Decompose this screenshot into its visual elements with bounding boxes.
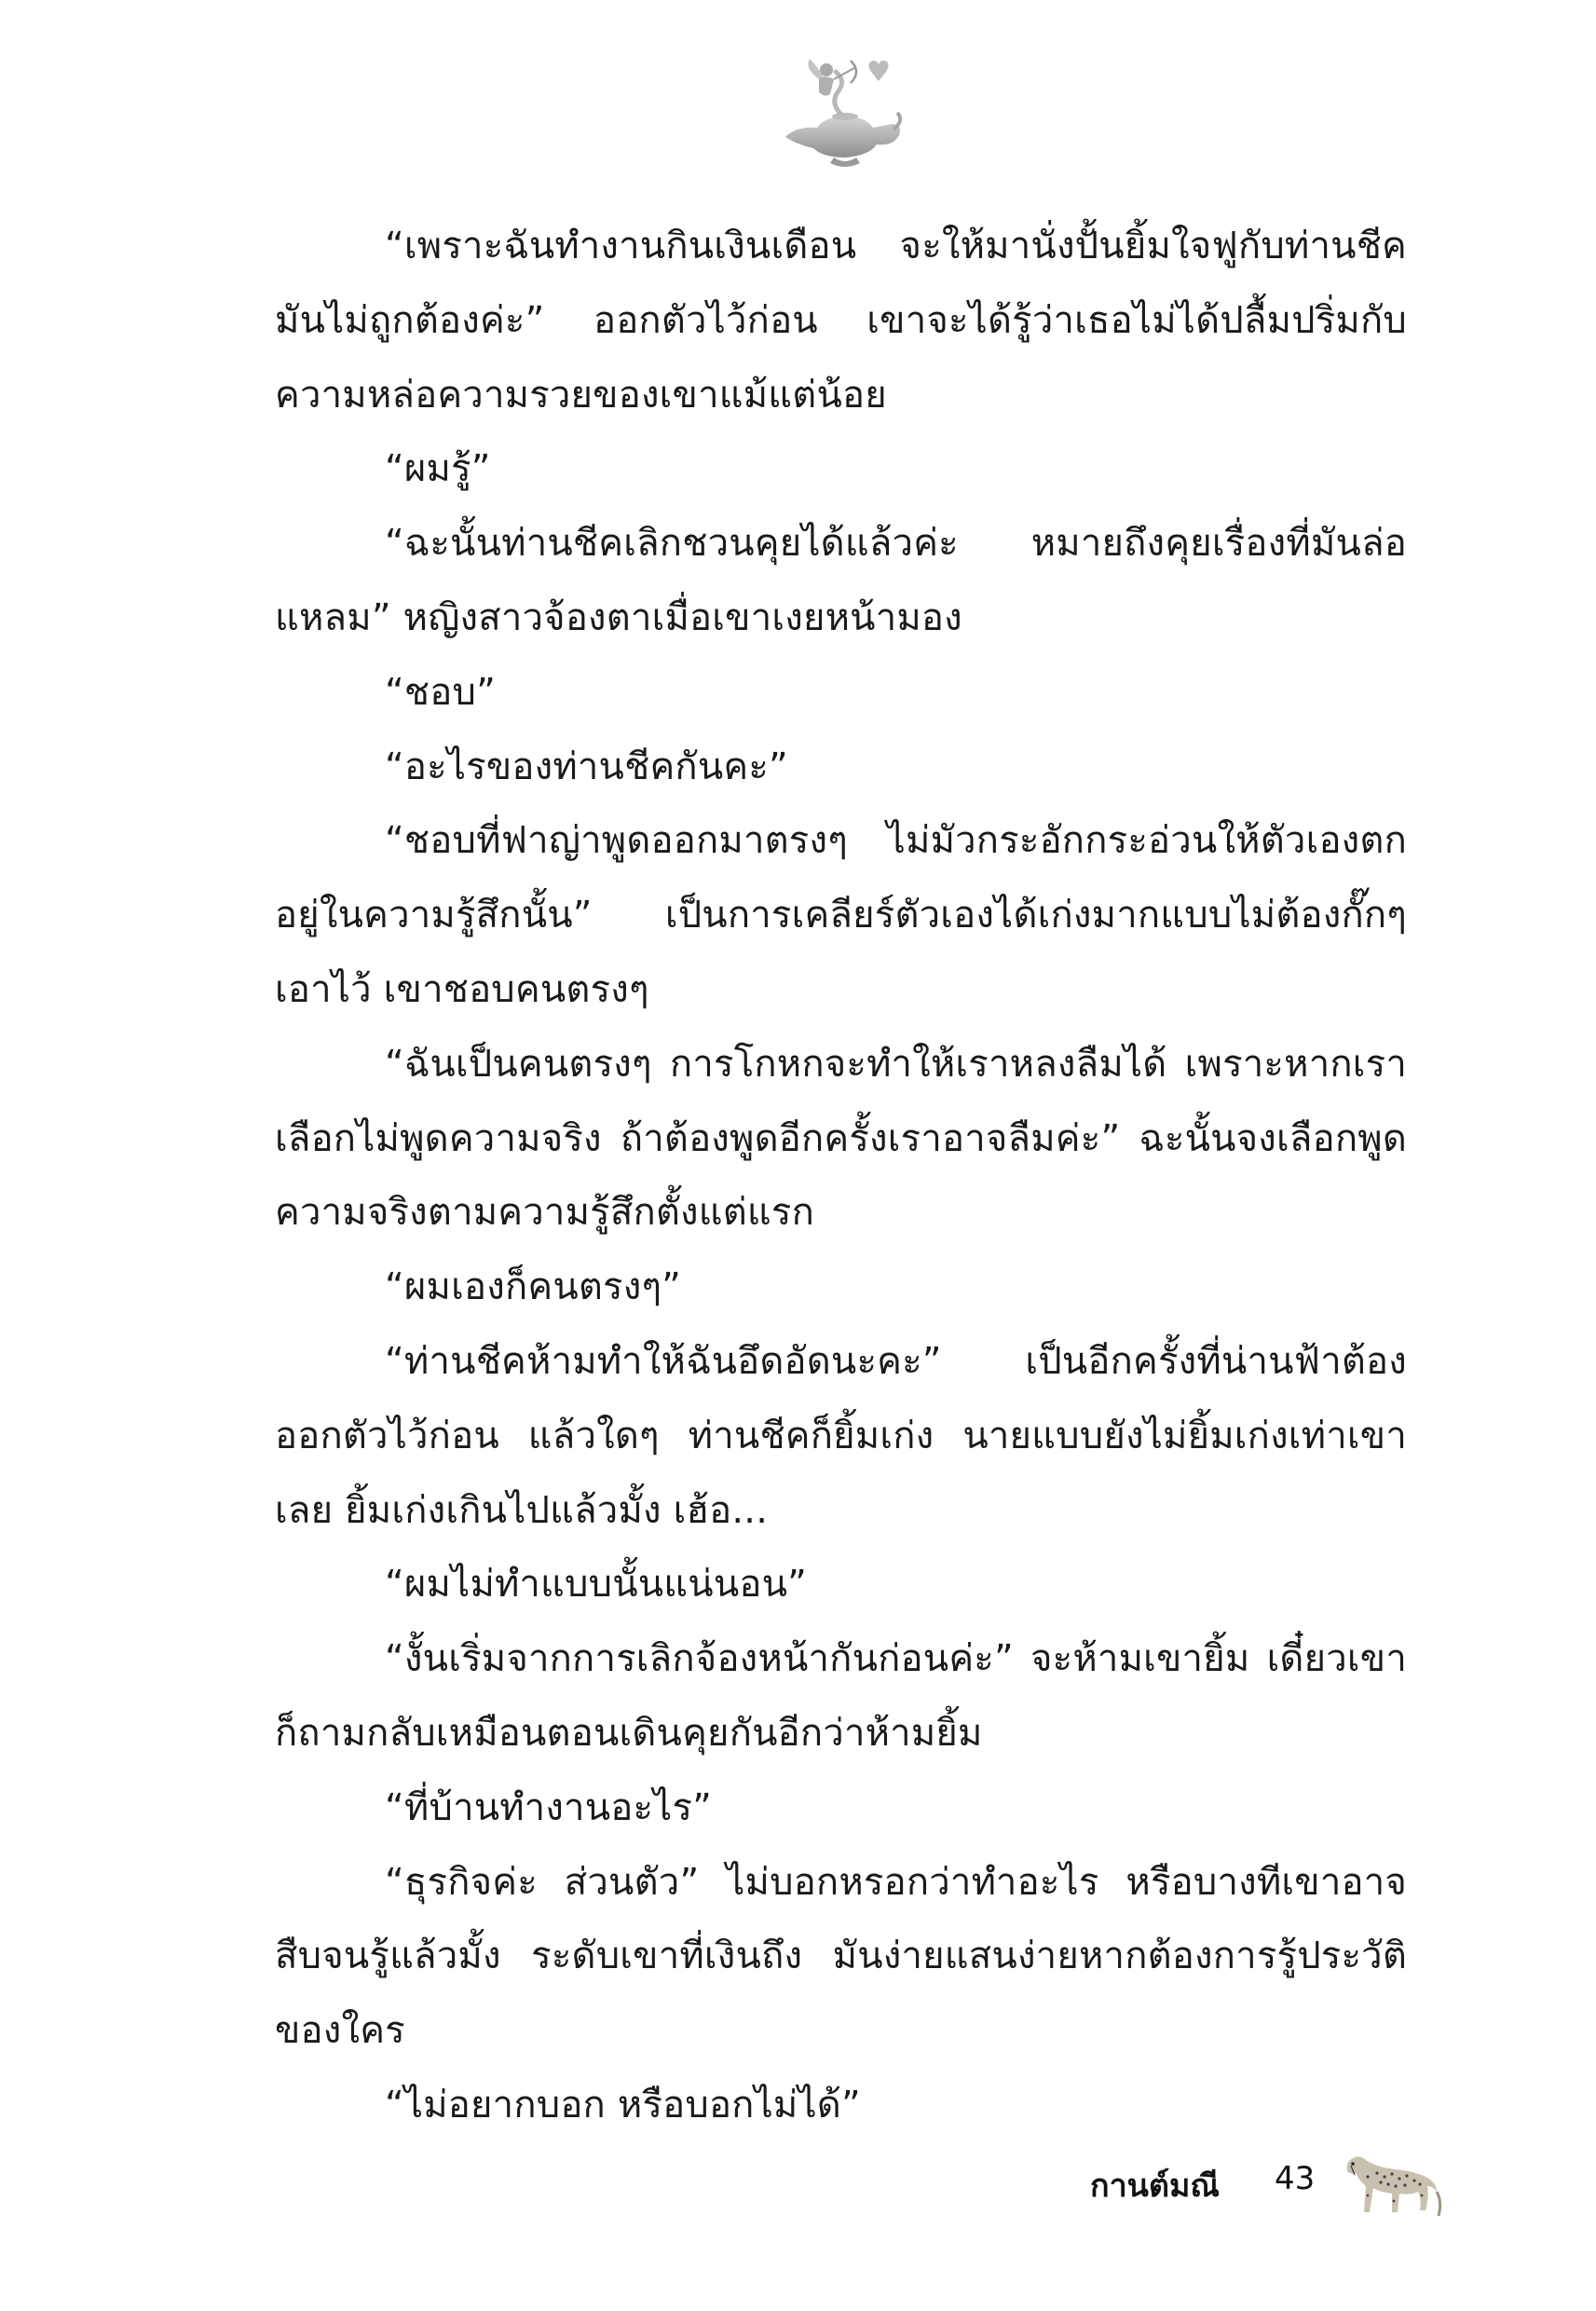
paragraph: “ชอบ” xyxy=(385,670,497,714)
paragraph: “ที่บ้านทำงานอะไร” xyxy=(385,1785,713,1829)
paragraph: “ไม่อยากบอก หรือบอกไม่ได้” xyxy=(385,2083,861,2126)
paragraph: “ฉันเป็นคนตรงๆ การโกหกจะทำให้เราหลงลืมได้ เพราะหากเราเลือกไม่พูดความจริง ถ้าต้องพูดอีกครั้งเราอาจลืมค่ะ” ฉะนั้นจงเลือกพูดความจริงตามความรู้สึกตั้งแต่แรก xyxy=(275,1042,1407,1235)
cheetah-icon xyxy=(1340,2143,1442,2227)
paragraph: “ธุรกิจค่ะ ส่วนตัว” ไม่บอกหรอกว่าทำอะไร หรือบางทีเขาอาจสืบจนรู้แล้วมั้ง ระดับเขาที่เงินถึง มันง่ายแสนง่ายหากต้องการรู้ประวัติของใคร xyxy=(275,1860,1407,2053)
book-title: กานต์มณี xyxy=(1090,2167,1220,2205)
paragraph: “ชอบที่ฟาญ่าพูดออกมาตรงๆ ไม่มัวกระอักกระอ่วนให้ตัวเองตกอยู่ในความรู้สึกนั้น” เป็นการเคลียร์ตัวเองได้เก่งมากแบบไม่ต้องกั๊กๆ เอาไว้ เขาชอบคนตรงๆ xyxy=(275,819,1407,1011)
paragraph: “ฉะนั้นท่านชีคเลิกชวนคุยได้แล้วค่ะ หมายถึงคุยเรื่องที่มันล่อแหลม” หญิงสาวจ้องตาเมื่อเขาเงยหน้ามอง xyxy=(275,522,1407,639)
paragraph: “งั้นเริ่มจากการเลิกจ้องหน้ากันก่อนค่ะ” จะห้ามเขายิ้ม เดี๋ยวเขาก็ถามกลับเหมือนตอนเดินคุยกันอีกว่าห้ามยิ้ม xyxy=(275,1637,1407,1755)
paragraph: “ผมไม่ทำแบบนั้นแน่นอน” xyxy=(385,1563,808,1607)
genie-lamp-cupid-icon xyxy=(769,51,908,172)
paragraph: “อะไรของท่านชีคกันคะ” xyxy=(385,745,788,788)
paragraph: “ผมรู้” xyxy=(385,447,491,491)
paragraph: “ผมเองก็คนตรงๆ” xyxy=(385,1265,682,1309)
body-text xyxy=(275,210,1407,2143)
paragraph: “เพราะฉันทำงานกินเงินเดือน จะให้มานั่งปั้นยิ้มใจฟูกับท่านชีค มันไม่ถูกต้องค่ะ” ออกตัวไว้ก่อน เขาจะได้รู้ว่าเธอไม่ได้ปลื้มปริ่มกับความหล่อความรวยของเขาแม้แต่น้อย xyxy=(275,225,1407,417)
page-number: 43 xyxy=(1275,2160,1316,2197)
paragraph: “ท่านชีคห้ามทำให้ฉันอึดอัดนะคะ” เป็นอีกครั้งที่น่านฟ้าต้องออกตัวไว้ก่อน แล้วใดๆ ท่านชีคก็ยิ้มเก่ง นายแบบยังไม่ยิ้มเก่งเท่าเขาเลย ยิ้มเก่งเกินไปแล้วมั้ง เฮ้อ... xyxy=(275,1339,1407,1532)
page-footer xyxy=(1071,2143,1463,2236)
